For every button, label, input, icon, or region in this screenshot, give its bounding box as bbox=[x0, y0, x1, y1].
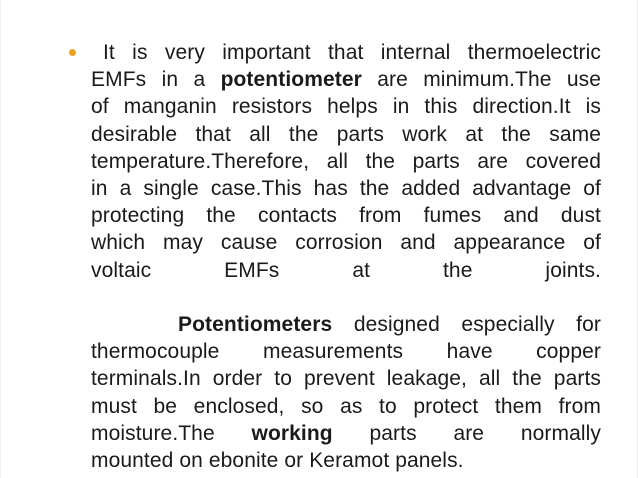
bold-term: Potentiometers bbox=[178, 313, 333, 337]
text-line: voltaic EMFs at the joints. bbox=[91, 258, 601, 282]
text-line: must be enclosed, so as to protect them from bbox=[91, 394, 601, 418]
slide-body-text bbox=[91, 39, 601, 474]
text-line: EMFs in a potentiometer are minimum.The use bbox=[91, 68, 602, 92]
text-line: desirable that all the parts work at the same bbox=[91, 122, 601, 146]
text-line: protecting the contacts from fumes and dust bbox=[91, 204, 601, 228]
text-line: mounted on ebonite or Keramot panels. bbox=[91, 449, 464, 473]
text-line: moisture.The working parts are normally bbox=[91, 421, 602, 445]
bold-term: working bbox=[251, 421, 333, 445]
text-line: which may cause corrosion and appearance of bbox=[91, 231, 601, 255]
text-line: It is very important that internal thermoelectric bbox=[103, 41, 601, 64]
text-line: temperature.Therefore, all the parts are covered bbox=[91, 149, 601, 173]
text-line: of manganin resistors helps in this direction.It is bbox=[91, 95, 601, 119]
text-line: terminals.In order to prevent leakage, all the parts bbox=[91, 367, 601, 391]
text-line: in a single case.This has the added advantage of bbox=[91, 177, 601, 201]
bullet-icon bbox=[69, 49, 76, 56]
text-line: Potentiometers designed especially for bbox=[178, 313, 601, 337]
text-line: thermocouple measurements have copper bbox=[91, 340, 601, 364]
bold-term: potentiometer bbox=[220, 68, 362, 92]
paragraph-gap bbox=[91, 284, 601, 311]
